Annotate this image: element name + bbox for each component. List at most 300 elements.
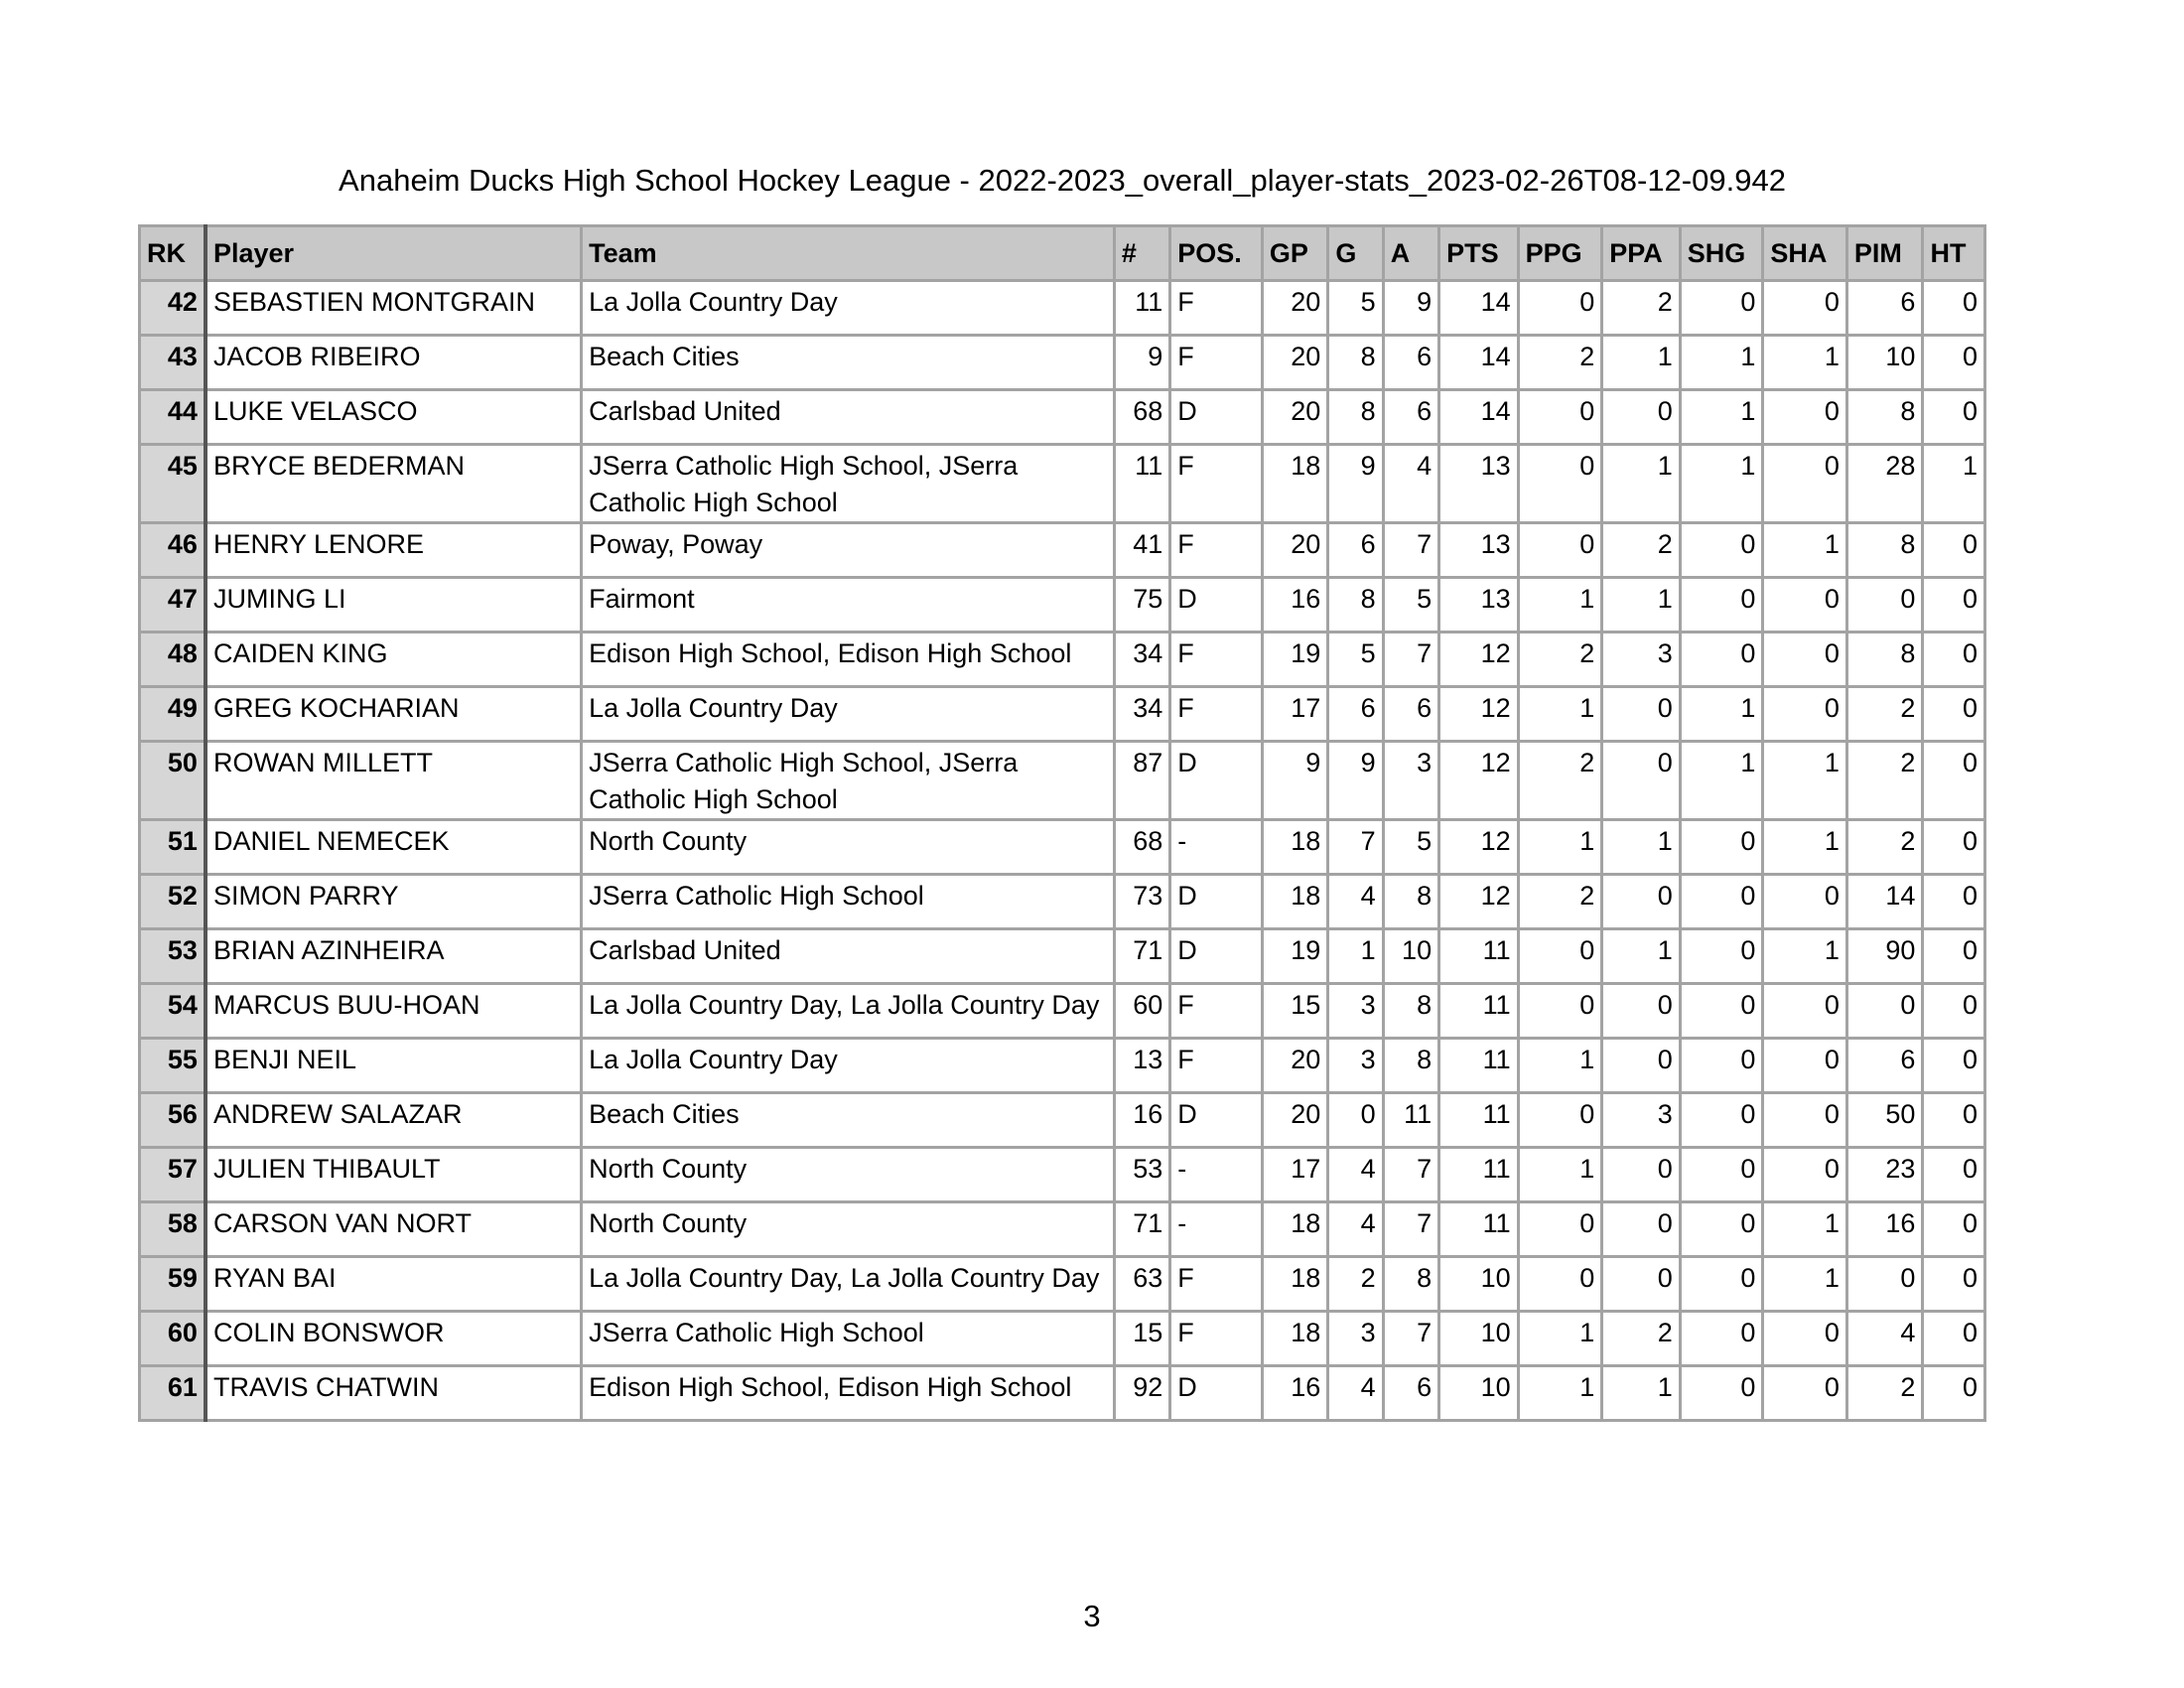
cell-ppa: 0 xyxy=(1602,742,1681,820)
cell-shg: 0 xyxy=(1680,1093,1763,1148)
cell-pts: 12 xyxy=(1439,633,1519,687)
cell-player: JULIEN THIBAULT xyxy=(205,1148,582,1202)
cell-gp: 19 xyxy=(1262,929,1327,984)
cell-shg: 0 xyxy=(1680,1366,1763,1421)
table-row xyxy=(140,1257,1985,1312)
table-row xyxy=(140,523,1985,578)
cell-player: GREG KOCHARIAN xyxy=(205,687,582,742)
cell-player: CARSON VAN NORT xyxy=(205,1202,582,1257)
table-row xyxy=(140,445,1985,523)
cell-ppg: 0 xyxy=(1518,1257,1602,1312)
cell-number: 16 xyxy=(1114,1093,1169,1148)
cell-ppg: 0 xyxy=(1518,445,1602,523)
cell-ppg: 2 xyxy=(1518,336,1602,390)
cell-pts: 11 xyxy=(1439,929,1519,984)
cell-pim: 50 xyxy=(1846,1093,1923,1148)
cell-ht: 1 xyxy=(1923,445,1985,523)
cell-team: La Jolla Country Day xyxy=(582,687,1115,742)
cell-sha: 0 xyxy=(1763,1366,1847,1421)
cell-pim: 8 xyxy=(1846,523,1923,578)
cell-pts: 12 xyxy=(1439,820,1519,875)
cell-team: JSerra Catholic High School xyxy=(582,875,1115,929)
cell-pos: - xyxy=(1170,1202,1263,1257)
cell-g: 0 xyxy=(1328,1093,1383,1148)
cell-number: 41 xyxy=(1114,523,1169,578)
column-header-a: A xyxy=(1383,226,1438,281)
cell-a: 5 xyxy=(1383,820,1438,875)
cell-number: 11 xyxy=(1114,445,1169,523)
cell-g: 1 xyxy=(1328,929,1383,984)
cell-pos: F xyxy=(1170,281,1263,336)
cell-ht: 0 xyxy=(1923,633,1985,687)
cell-sha: 0 xyxy=(1763,984,1847,1039)
cell-g: 4 xyxy=(1328,875,1383,929)
cell-ht: 0 xyxy=(1923,1202,1985,1257)
column-header-ppg: PPG xyxy=(1518,226,1602,281)
cell-pim: 28 xyxy=(1846,445,1923,523)
table-row xyxy=(140,1093,1985,1148)
cell-gp: 15 xyxy=(1262,984,1327,1039)
cell-ppg: 0 xyxy=(1518,281,1602,336)
cell-ht: 0 xyxy=(1923,281,1985,336)
cell-g: 8 xyxy=(1328,390,1383,445)
cell-ppg: 1 xyxy=(1518,820,1602,875)
cell-number: 15 xyxy=(1114,1312,1169,1366)
cell-shg: 0 xyxy=(1680,820,1763,875)
cell-rk: 55 xyxy=(140,1039,205,1093)
cell-g: 3 xyxy=(1328,984,1383,1039)
cell-a: 11 xyxy=(1383,1093,1438,1148)
table-row xyxy=(140,929,1985,984)
cell-sha: 0 xyxy=(1763,1148,1847,1202)
cell-sha: 1 xyxy=(1763,742,1847,820)
cell-ppg: 2 xyxy=(1518,633,1602,687)
cell-sha: 0 xyxy=(1763,445,1847,523)
cell-a: 6 xyxy=(1383,336,1438,390)
table-header xyxy=(140,226,1985,281)
cell-rk: 61 xyxy=(140,1366,205,1421)
cell-pos: F xyxy=(1170,445,1263,523)
cell-pts: 10 xyxy=(1439,1366,1519,1421)
table-row xyxy=(140,1202,1985,1257)
cell-sha: 1 xyxy=(1763,336,1847,390)
cell-pos: F xyxy=(1170,523,1263,578)
cell-number: 92 xyxy=(1114,1366,1169,1421)
cell-rk: 42 xyxy=(140,281,205,336)
cell-ht: 0 xyxy=(1923,820,1985,875)
cell-pim: 8 xyxy=(1846,390,1923,445)
cell-player: RYAN BAI xyxy=(205,1257,582,1312)
cell-number: 75 xyxy=(1114,578,1169,633)
cell-player: HENRY LENORE xyxy=(205,523,582,578)
cell-ppg: 1 xyxy=(1518,1312,1602,1366)
cell-pos: D xyxy=(1170,742,1263,820)
cell-sha: 1 xyxy=(1763,929,1847,984)
cell-a: 8 xyxy=(1383,984,1438,1039)
cell-ppa: 1 xyxy=(1602,578,1681,633)
cell-a: 7 xyxy=(1383,1148,1438,1202)
cell-team: La Jolla Country Day xyxy=(582,1039,1115,1093)
cell-team: Edison High School, Edison High School xyxy=(582,1366,1115,1421)
cell-rk: 51 xyxy=(140,820,205,875)
cell-pts: 13 xyxy=(1439,445,1519,523)
cell-pos: D xyxy=(1170,1366,1263,1421)
cell-pim: 10 xyxy=(1846,336,1923,390)
cell-pts: 12 xyxy=(1439,687,1519,742)
cell-shg: 0 xyxy=(1680,523,1763,578)
cell-g: 5 xyxy=(1328,281,1383,336)
cell-pts: 11 xyxy=(1439,1148,1519,1202)
cell-a: 10 xyxy=(1383,929,1438,984)
cell-shg: 0 xyxy=(1680,929,1763,984)
table-row xyxy=(140,1366,1985,1421)
cell-player: ANDREW SALAZAR xyxy=(205,1093,582,1148)
cell-a: 7 xyxy=(1383,1312,1438,1366)
cell-ht: 0 xyxy=(1923,742,1985,820)
cell-ht: 0 xyxy=(1923,1257,1985,1312)
cell-sha: 0 xyxy=(1763,1312,1847,1366)
cell-pts: 14 xyxy=(1439,390,1519,445)
cell-pos: F xyxy=(1170,1312,1263,1366)
cell-number: 71 xyxy=(1114,1202,1169,1257)
table-row xyxy=(140,984,1985,1039)
page-number: 3 xyxy=(1083,1599,1101,1633)
cell-ppg: 1 xyxy=(1518,1148,1602,1202)
cell-gp: 18 xyxy=(1262,1257,1327,1312)
cell-pim: 6 xyxy=(1846,281,1923,336)
cell-g: 8 xyxy=(1328,578,1383,633)
cell-number: 34 xyxy=(1114,633,1169,687)
cell-ht: 0 xyxy=(1923,336,1985,390)
cell-rk: 49 xyxy=(140,687,205,742)
cell-player: JACOB RIBEIRO xyxy=(205,336,582,390)
column-header-pts: PTS xyxy=(1439,226,1519,281)
cell-number: 73 xyxy=(1114,875,1169,929)
cell-gp: 18 xyxy=(1262,875,1327,929)
cell-ppa: 1 xyxy=(1602,445,1681,523)
cell-team: Beach Cities xyxy=(582,1093,1115,1148)
cell-rk: 59 xyxy=(140,1257,205,1312)
cell-ppg: 0 xyxy=(1518,1202,1602,1257)
cell-ppg: 0 xyxy=(1518,929,1602,984)
cell-ht: 0 xyxy=(1923,929,1985,984)
cell-a: 7 xyxy=(1383,1202,1438,1257)
table-row xyxy=(140,1312,1985,1366)
cell-g: 4 xyxy=(1328,1366,1383,1421)
cell-ppa: 1 xyxy=(1602,820,1681,875)
cell-pim: 0 xyxy=(1846,984,1923,1039)
cell-ht: 0 xyxy=(1923,1366,1985,1421)
cell-ppg: 0 xyxy=(1518,1093,1602,1148)
cell-a: 8 xyxy=(1383,875,1438,929)
cell-sha: 0 xyxy=(1763,390,1847,445)
table-row xyxy=(140,578,1985,633)
cell-ht: 0 xyxy=(1923,687,1985,742)
cell-team: Fairmont xyxy=(582,578,1115,633)
cell-pos: F xyxy=(1170,687,1263,742)
table-row xyxy=(140,820,1985,875)
cell-player: COLIN BONSWOR xyxy=(205,1312,582,1366)
cell-pos: D xyxy=(1170,390,1263,445)
cell-pts: 14 xyxy=(1439,281,1519,336)
cell-number: 63 xyxy=(1114,1257,1169,1312)
cell-pos: F xyxy=(1170,1039,1263,1093)
cell-rk: 60 xyxy=(140,1312,205,1366)
cell-player: ROWAN MILLETT xyxy=(205,742,582,820)
cell-rk: 56 xyxy=(140,1093,205,1148)
cell-ppa: 0 xyxy=(1602,390,1681,445)
cell-shg: 1 xyxy=(1680,390,1763,445)
cell-shg: 0 xyxy=(1680,1148,1763,1202)
table-row xyxy=(140,742,1985,820)
table-row xyxy=(140,633,1985,687)
cell-sha: 0 xyxy=(1763,633,1847,687)
cell-team: La Jolla Country Day xyxy=(582,281,1115,336)
cell-rk: 44 xyxy=(140,390,205,445)
table-row xyxy=(140,687,1985,742)
cell-ht: 0 xyxy=(1923,875,1985,929)
table-row xyxy=(140,1039,1985,1093)
cell-gp: 9 xyxy=(1262,742,1327,820)
cell-ppa: 0 xyxy=(1602,687,1681,742)
cell-a: 7 xyxy=(1383,523,1438,578)
cell-player: JUMING LI xyxy=(205,578,582,633)
cell-pim: 23 xyxy=(1846,1148,1923,1202)
column-header-sha: SHA xyxy=(1763,226,1847,281)
table-row xyxy=(140,336,1985,390)
cell-ht: 0 xyxy=(1923,1039,1985,1093)
column-header-pim: PIM xyxy=(1846,226,1923,281)
cell-gp: 20 xyxy=(1262,336,1327,390)
cell-pos: D xyxy=(1170,929,1263,984)
cell-team: North County xyxy=(582,820,1115,875)
cell-shg: 0 xyxy=(1680,281,1763,336)
column-header-rk: RK xyxy=(140,226,205,281)
cell-player: CAIDEN KING xyxy=(205,633,582,687)
cell-number: 53 xyxy=(1114,1148,1169,1202)
cell-rk: 45 xyxy=(140,445,205,523)
cell-g: 6 xyxy=(1328,523,1383,578)
cell-number: 68 xyxy=(1114,820,1169,875)
cell-ppg: 0 xyxy=(1518,390,1602,445)
column-header-gp: GP xyxy=(1262,226,1327,281)
cell-ht: 0 xyxy=(1923,523,1985,578)
cell-player: TRAVIS CHATWIN xyxy=(205,1366,582,1421)
cell-ppa: 2 xyxy=(1602,523,1681,578)
cell-pts: 11 xyxy=(1439,1039,1519,1093)
cell-team: JSerra Catholic High School, JSerra Catholic High School xyxy=(582,742,1115,820)
cell-team: JSerra Catholic High School xyxy=(582,1312,1115,1366)
cell-ppg: 1 xyxy=(1518,1039,1602,1093)
cell-gp: 20 xyxy=(1262,1093,1327,1148)
cell-ppg: 2 xyxy=(1518,875,1602,929)
cell-a: 6 xyxy=(1383,1366,1438,1421)
cell-shg: 1 xyxy=(1680,445,1763,523)
cell-team: Poway, Poway xyxy=(582,523,1115,578)
cell-shg: 0 xyxy=(1680,633,1763,687)
cell-team: La Jolla Country Day, La Jolla Country Day xyxy=(582,984,1115,1039)
cell-sha: 0 xyxy=(1763,1039,1847,1093)
cell-sha: 0 xyxy=(1763,578,1847,633)
cell-a: 4 xyxy=(1383,445,1438,523)
cell-player: SIMON PARRY xyxy=(205,875,582,929)
cell-pim: 2 xyxy=(1846,820,1923,875)
cell-pim: 14 xyxy=(1846,875,1923,929)
cell-a: 6 xyxy=(1383,687,1438,742)
column-header-team: Team xyxy=(582,226,1115,281)
cell-player: BRIAN AZINHEIRA xyxy=(205,929,582,984)
cell-g: 3 xyxy=(1328,1039,1383,1093)
cell-player: DANIEL NEMECEK xyxy=(205,820,582,875)
cell-gp: 18 xyxy=(1262,1202,1327,1257)
cell-rk: 57 xyxy=(140,1148,205,1202)
cell-shg: 0 xyxy=(1680,875,1763,929)
cell-rk: 48 xyxy=(140,633,205,687)
cell-gp: 20 xyxy=(1262,390,1327,445)
cell-sha: 0 xyxy=(1763,1093,1847,1148)
column-header-ppa: PPA xyxy=(1602,226,1681,281)
cell-player: MARCUS BUU-HOAN xyxy=(205,984,582,1039)
cell-g: 8 xyxy=(1328,336,1383,390)
cell-pts: 11 xyxy=(1439,984,1519,1039)
cell-pim: 8 xyxy=(1846,633,1923,687)
cell-player: SEBASTIEN MONTGRAIN xyxy=(205,281,582,336)
cell-g: 7 xyxy=(1328,820,1383,875)
cell-a: 5 xyxy=(1383,578,1438,633)
cell-rk: 43 xyxy=(140,336,205,390)
cell-pts: 11 xyxy=(1439,1093,1519,1148)
cell-number: 71 xyxy=(1114,929,1169,984)
cell-rk: 46 xyxy=(140,523,205,578)
cell-ppa: 2 xyxy=(1602,281,1681,336)
cell-gp: 19 xyxy=(1262,633,1327,687)
cell-pim: 90 xyxy=(1846,929,1923,984)
cell-team: JSerra Catholic High School, JSerra Catholic High School xyxy=(582,445,1115,523)
column-header-ht: HT xyxy=(1923,226,1985,281)
cell-a: 7 xyxy=(1383,633,1438,687)
cell-number: 87 xyxy=(1114,742,1169,820)
cell-gp: 18 xyxy=(1262,1312,1327,1366)
cell-a: 8 xyxy=(1383,1039,1438,1093)
column-header-player: Player xyxy=(205,226,582,281)
cell-pos: F xyxy=(1170,336,1263,390)
cell-ppa: 0 xyxy=(1602,875,1681,929)
cell-pim: 4 xyxy=(1846,1312,1923,1366)
cell-pts: 12 xyxy=(1439,742,1519,820)
cell-pos: D xyxy=(1170,578,1263,633)
cell-pim: 0 xyxy=(1846,1257,1923,1312)
cell-gp: 20 xyxy=(1262,523,1327,578)
cell-pos: F xyxy=(1170,633,1263,687)
cell-pts: 12 xyxy=(1439,875,1519,929)
cell-g: 2 xyxy=(1328,1257,1383,1312)
cell-gp: 17 xyxy=(1262,687,1327,742)
cell-number: 60 xyxy=(1114,984,1169,1039)
cell-ppa: 0 xyxy=(1602,1148,1681,1202)
cell-sha: 1 xyxy=(1763,523,1847,578)
cell-shg: 0 xyxy=(1680,1039,1763,1093)
cell-pim: 16 xyxy=(1846,1202,1923,1257)
cell-number: 68 xyxy=(1114,390,1169,445)
cell-g: 4 xyxy=(1328,1202,1383,1257)
cell-team: La Jolla Country Day, La Jolla Country Day xyxy=(582,1257,1115,1312)
cell-a: 3 xyxy=(1383,742,1438,820)
cell-pim: 2 xyxy=(1846,687,1923,742)
cell-pts: 10 xyxy=(1439,1312,1519,1366)
cell-sha: 1 xyxy=(1763,820,1847,875)
table-row xyxy=(140,1148,1985,1202)
cell-pos: - xyxy=(1170,820,1263,875)
cell-ppa: 0 xyxy=(1602,1202,1681,1257)
column-header-g: G xyxy=(1328,226,1383,281)
cell-pts: 13 xyxy=(1439,578,1519,633)
cell-ppa: 1 xyxy=(1602,1366,1681,1421)
cell-ht: 0 xyxy=(1923,578,1985,633)
cell-pts: 13 xyxy=(1439,523,1519,578)
cell-gp: 20 xyxy=(1262,281,1327,336)
cell-ht: 0 xyxy=(1923,1148,1985,1202)
cell-ppa: 0 xyxy=(1602,1039,1681,1093)
cell-sha: 1 xyxy=(1763,1257,1847,1312)
cell-sha: 1 xyxy=(1763,1202,1847,1257)
cell-ppg: 1 xyxy=(1518,1366,1602,1421)
cell-ht: 0 xyxy=(1923,1312,1985,1366)
cell-ppa: 1 xyxy=(1602,929,1681,984)
cell-player: LUKE VELASCO xyxy=(205,390,582,445)
cell-ppg: 1 xyxy=(1518,578,1602,633)
cell-number: 9 xyxy=(1114,336,1169,390)
cell-team: North County xyxy=(582,1202,1115,1257)
cell-gp: 16 xyxy=(1262,1366,1327,1421)
cell-shg: 1 xyxy=(1680,336,1763,390)
cell-pos: F xyxy=(1170,984,1263,1039)
cell-gp: 20 xyxy=(1262,1039,1327,1093)
cell-g: 4 xyxy=(1328,1148,1383,1202)
cell-rk: 50 xyxy=(140,742,205,820)
cell-ppa: 1 xyxy=(1602,336,1681,390)
cell-a: 6 xyxy=(1383,390,1438,445)
cell-ppa: 3 xyxy=(1602,633,1681,687)
cell-pts: 11 xyxy=(1439,1202,1519,1257)
header-row xyxy=(140,226,1985,281)
cell-g: 5 xyxy=(1328,633,1383,687)
cell-ppg: 0 xyxy=(1518,523,1602,578)
cell-ppa: 0 xyxy=(1602,984,1681,1039)
cell-team: Carlsbad United xyxy=(582,929,1115,984)
cell-gp: 18 xyxy=(1262,820,1327,875)
table-body xyxy=(140,281,1985,1421)
column-header-number: # xyxy=(1114,226,1169,281)
cell-pim: 0 xyxy=(1846,578,1923,633)
cell-ppa: 0 xyxy=(1602,1257,1681,1312)
table-row xyxy=(140,281,1985,336)
cell-pim: 6 xyxy=(1846,1039,1923,1093)
column-header-shg: SHG xyxy=(1680,226,1763,281)
cell-shg: 0 xyxy=(1680,1312,1763,1366)
cell-a: 8 xyxy=(1383,1257,1438,1312)
cell-ppg: 0 xyxy=(1518,984,1602,1039)
cell-g: 9 xyxy=(1328,742,1383,820)
cell-ppa: 3 xyxy=(1602,1093,1681,1148)
cell-number: 13 xyxy=(1114,1039,1169,1093)
document-title: Anaheim Ducks High School Hockey League - 2022-2023_overall_player-stats_2023-02-26T08-12-09.942 xyxy=(339,163,1786,198)
cell-team: Beach Cities xyxy=(582,336,1115,390)
cell-pim: 2 xyxy=(1846,742,1923,820)
cell-pim: 2 xyxy=(1846,1366,1923,1421)
cell-g: 9 xyxy=(1328,445,1383,523)
cell-sha: 0 xyxy=(1763,281,1847,336)
cell-pos: D xyxy=(1170,1093,1263,1148)
